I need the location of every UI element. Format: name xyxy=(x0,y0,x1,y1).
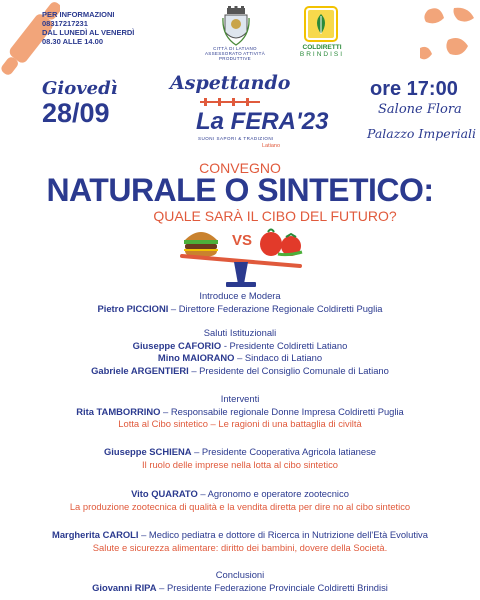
speaker-role: – Presidente Federazione Provinciale Coldiretti Brindisi xyxy=(156,581,388,593)
speaker-line xyxy=(0,529,480,542)
speaker-role: - Presidente Coldiretti Latiano xyxy=(221,339,348,351)
speaker-line xyxy=(0,365,480,378)
city-label xyxy=(195,46,275,61)
event-venue-room: Salone Flora xyxy=(378,102,462,117)
partner-sub: BRINDISI xyxy=(299,51,345,58)
city-crest-icon xyxy=(222,6,250,46)
kicker-convegno: CONVEGNO xyxy=(199,160,281,176)
event-day: Giovedì xyxy=(42,78,118,99)
speaker-role: – Sindaco di Latiano xyxy=(234,352,323,364)
partner-name: COLDIRETTI xyxy=(302,44,342,51)
event-date: 28/09 xyxy=(42,98,110,128)
speaker-name: Giuseppe CAFORIO xyxy=(132,339,222,351)
info-block xyxy=(42,10,182,46)
fera-place: Latiano xyxy=(262,143,281,149)
aspettando-title: Aspettando xyxy=(170,72,291,94)
event-venue-building: Palazzo Imperiali xyxy=(367,126,477,141)
coldiretti-label xyxy=(292,44,352,58)
section-conclusioni xyxy=(0,569,480,594)
speaker-line xyxy=(0,340,480,353)
speaker-block xyxy=(0,529,480,554)
fera-ornament-icon xyxy=(200,97,260,107)
speaker-role: – Agronomo e operatore zootecnico xyxy=(197,488,349,499)
section-title: Conclusioni xyxy=(215,569,265,580)
speaker-name: Rita TAMBORRINO xyxy=(76,405,161,417)
speaker-name: Vito QUARATO xyxy=(131,488,198,499)
versus-label: VS xyxy=(232,232,253,249)
talk-topic: La produzione zootecnica di qualità e la vendita diretta per dire no al cibo sintetico xyxy=(69,500,411,512)
section-title: Introduce e Modera xyxy=(199,290,281,301)
speaker-name: Mino MAIORANO xyxy=(157,352,235,364)
talk-topic: Lotta al Cibo sintetico – Le ragioni di una battaglia di civiltà xyxy=(118,418,362,430)
speaker-line xyxy=(0,352,480,365)
speaker-block xyxy=(0,446,480,471)
info-line: 08.30 ALLE 14.00 xyxy=(42,37,104,46)
speaker-role: – Responsabile regionale Donne Impresa Coldiretti Puglia xyxy=(160,405,404,417)
speaker-name: Gabriele ARGENTIERI xyxy=(91,364,189,376)
speaker-line xyxy=(0,488,480,501)
speaker-role: – Presidente Cooperativa Agricola latianese xyxy=(191,446,376,457)
section-title: Saluti Istituzionali xyxy=(203,327,277,338)
coldiretti-logo-icon xyxy=(304,6,338,42)
speaker-role: – Medico pediatra e dottore di Ricerca in Nutrizione dell'Età Evolutiva xyxy=(138,529,428,540)
speaker-name: Margherita CAROLI xyxy=(52,529,139,540)
fera-title: La FERA'23 xyxy=(196,108,329,135)
info-line: DAL LUNEDÌ AL VENERDÌ xyxy=(42,28,135,37)
speaker-name: Giovanni RIPA xyxy=(92,581,157,593)
talk-topic: Salute e sicurezza alimentare: diritto dei bambini, dovere della Società. xyxy=(92,541,388,553)
event-time: ore 17:00 xyxy=(370,78,458,100)
section-introduce xyxy=(0,290,480,315)
speaker-block xyxy=(0,488,480,513)
talk-topic: Il ruolo delle imprese nella lotta al cibo sintetico xyxy=(142,458,338,470)
section-saluti xyxy=(0,327,480,377)
speaker-line xyxy=(0,406,480,419)
main-headline: NATURALE O SINTETICO: xyxy=(46,172,434,208)
pasta-shapes-icon xyxy=(414,4,480,74)
section-title: Interventi xyxy=(220,393,260,404)
city-name: CITTÀ DI LATIANO xyxy=(213,46,257,51)
speaker-name: Pietro PICCIONI xyxy=(97,302,169,314)
speaker-line xyxy=(0,582,480,595)
section-interventi xyxy=(0,393,480,431)
city-sub: ASSESSORATO ATTIVITÀ PRODUTTIVE xyxy=(204,51,265,61)
info-line: PER INFORMAZIONI xyxy=(42,10,115,19)
fera-subtitle: SUONI SAPORI & TRADIZIONI xyxy=(198,136,274,141)
speaker-line xyxy=(0,446,480,459)
sub-headline: QUALE SARÀ IL CIBO DEL FUTURO? xyxy=(153,208,397,224)
speaker-role: – Direttore Federazione Regionale Coldiretti Puglia xyxy=(168,302,383,314)
balance-scale-icon xyxy=(176,254,306,288)
speaker-line xyxy=(0,303,480,316)
info-phone: 08317217231 xyxy=(42,19,88,28)
speaker-role: – Presidente del Consiglio Comunale di Latiano xyxy=(188,364,389,376)
speaker-name: Giuseppe SCHIENA xyxy=(103,446,192,457)
